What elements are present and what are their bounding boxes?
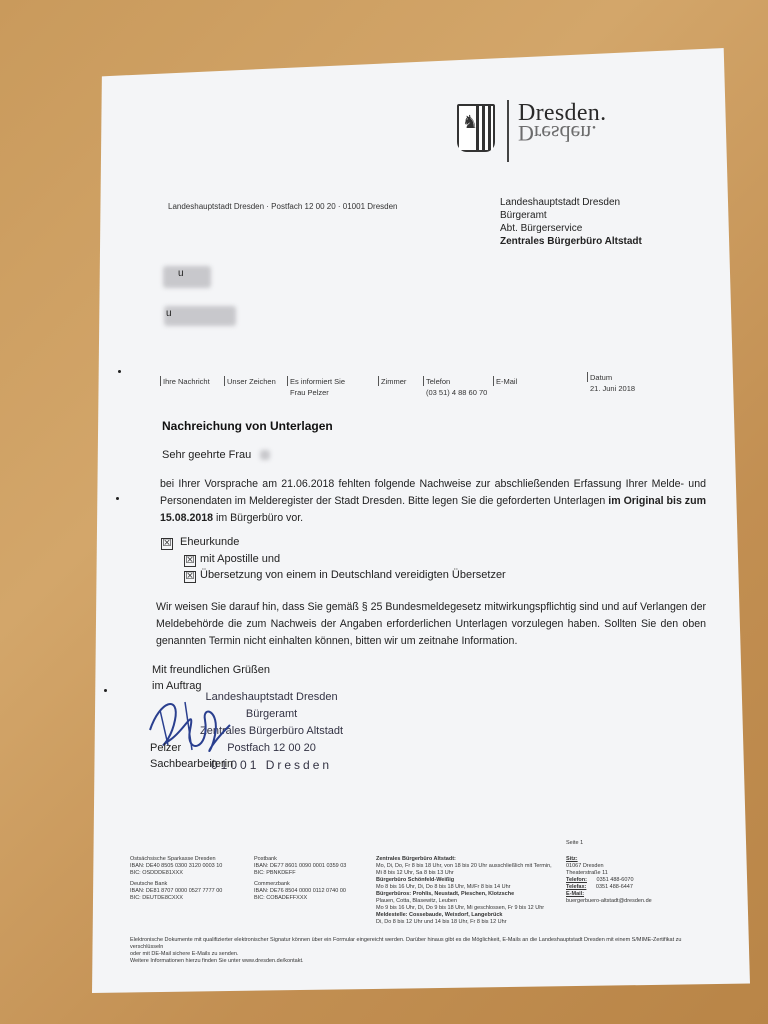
deadline-text: im Original bis zum 15.08.2018 bbox=[160, 495, 706, 524]
fold-mark bbox=[116, 497, 119, 500]
field-label: E-Mail bbox=[496, 377, 518, 386]
letter-subject: Nachreichung von Unterlagen bbox=[162, 419, 333, 433]
footer-text: oder mit DE-Mail sichere E-Mails zu senden. bbox=[130, 951, 239, 957]
field-separator bbox=[423, 376, 424, 386]
field-separator bbox=[287, 376, 288, 386]
footer-text: IBAN: DE81 8707 0000 0527 7777 00 bbox=[130, 888, 223, 894]
field-ihre-nachricht bbox=[163, 376, 210, 387]
footer-text: Elektronische Dokumente mit qualifizierter elektronischer Signatur können über ein Formular eingereicht werden. Darüber hinaus gibt es die Möglichkeit, E-Mails an die Landeshauptstadt Dresden mit einem S/MIME-Zertifikat zu verschlüsseln bbox=[130, 937, 682, 950]
redacted-name bbox=[260, 450, 270, 460]
checklist-item-3: Übersetzung von einem in Deutschland vereidigten Übersetzer bbox=[200, 569, 506, 581]
field-unser-zeichen bbox=[227, 376, 276, 387]
redacted-address-1 bbox=[163, 266, 211, 288]
footer-label: E-Mail: bbox=[566, 891, 585, 897]
footer-heading: Bürgerbüro Schönfeld-Weißig bbox=[376, 877, 455, 883]
footer-text: Commerzbank bbox=[254, 881, 290, 887]
footer-contact bbox=[566, 856, 652, 905]
checklist-item-1: Eheurkunde bbox=[180, 536, 240, 548]
field-separator bbox=[160, 376, 161, 386]
footer-text: Di, Do 8 bis 12 Uhr und 14 bis 18 Uhr, Fr 8 bis 12 Uhr bbox=[376, 919, 507, 925]
stamp-line: Landeshauptstadt Dresden bbox=[205, 691, 338, 703]
logo-divider bbox=[507, 100, 509, 162]
footer-text: 0351 488-6070 bbox=[596, 877, 634, 883]
salutation-text: Sehr geehrte Frau bbox=[162, 449, 252, 461]
footer-text: Mo 8 bis 16 Uhr, Di, Do 8 bis 18 Uhr, Mi/Fr 8 bis 14 Uhr bbox=[376, 884, 511, 890]
body-paragraph-2: Wir weisen Sie darauf hin, dass Sie gemäß § 25 Bundesmeldegesetz mitwirkungspflichtig sind und auf Verlangen der Meldebehörde die zum Nachweis der Angaben erforderlichen Unterlagen vorzulegen haben. Sollten Sie den oben genannten Termin nicht einhalten können, bitten wir um zeitnahe Information. bbox=[156, 601, 706, 647]
footer-banks-2 bbox=[254, 856, 346, 902]
signatory-title: Sachbearbeiterin bbox=[150, 758, 234, 770]
stamp-line: Postfach 12 00 20 bbox=[227, 742, 316, 754]
field-label: Unser Zeichen bbox=[227, 377, 276, 386]
office-line-3: Abt. Bürgerservice bbox=[500, 223, 583, 234]
address-fragment-1: u bbox=[178, 268, 184, 279]
sender-line: Landeshauptstadt Dresden · Postfach 12 00 20 · 01001 Dresden bbox=[168, 202, 398, 211]
footer-text: IBAN: DE40 8505 0300 3120 0003 10 bbox=[130, 863, 223, 869]
footer-text: Mo 9 bis 16 Uhr, Di, Do 9 bis 18 Uhr, Mi geschlossen, Fr 9 bis 12 Uhr bbox=[376, 905, 545, 911]
field-value: Frau Pelzer bbox=[290, 388, 329, 397]
footer-text: BIC: DEUTDE8CXXX bbox=[130, 895, 183, 901]
footer-text: IBAN: DE76 8504 0000 0112 0740 00 bbox=[254, 888, 346, 894]
office-line-1: Landeshauptstadt Dresden bbox=[500, 197, 621, 208]
address-fragment-2: u bbox=[166, 308, 172, 319]
field-label: Zimmer bbox=[381, 377, 407, 386]
footer-text: Postbank bbox=[254, 856, 277, 862]
field-zimmer bbox=[381, 376, 406, 387]
stamp-line: 01001 Dresden bbox=[211, 758, 333, 772]
footer-text: Ostsächsische Sparkasse Dresden bbox=[130, 856, 216, 862]
stamp-line: Bürgeramt bbox=[245, 708, 298, 720]
footer-text: 01067 Dresden bbox=[566, 863, 604, 869]
field-label: Es informiert Sie bbox=[290, 377, 346, 386]
footer-label: Telefax: bbox=[566, 884, 587, 890]
footer-text: Plauen, Cotta, Blasewitz, Leuben bbox=[376, 898, 458, 904]
redacted-address-2 bbox=[164, 306, 236, 326]
body-paragraph-1 bbox=[160, 476, 706, 527]
field-separator bbox=[587, 372, 588, 382]
fold-mark bbox=[104, 689, 107, 692]
field-label: Ihre Nachricht bbox=[163, 377, 210, 386]
body-text: im Bürgerbüro vor. bbox=[215, 512, 304, 524]
footer-text: BIC: PBNKDEFF bbox=[254, 870, 296, 876]
footer-text: Theaterstraße 11 bbox=[566, 870, 608, 876]
checkbox-uebersetzung: ☒ bbox=[185, 571, 195, 582]
footer-banks-1 bbox=[130, 856, 222, 902]
footer-text: IBAN: DE77 8601 0090 0001 0359 03 bbox=[254, 863, 347, 869]
field-email bbox=[496, 376, 517, 387]
field-separator bbox=[493, 376, 494, 386]
footer-text: buergerbuero-altstadt@dresden.de bbox=[566, 898, 652, 904]
checkbox-eheurkunde: ☒ bbox=[162, 538, 172, 549]
closing-line: im Auftrag bbox=[152, 680, 202, 692]
field-separator bbox=[224, 376, 225, 386]
office-block bbox=[500, 196, 642, 248]
footer-heading: Bürgerbüros: Prohlis, Neustadt, Pieschen, Klotzsche bbox=[376, 891, 515, 897]
footer-heading: Zentrales Bürgerbüro Altstadt: bbox=[376, 856, 456, 862]
field-es-informiert-sie bbox=[290, 376, 345, 398]
body-text: bei Ihrer Vorsprache am 21.06.2018 fehlten folgende Nachweise zur abschließenden Erfassung Ihrer Melde- und Personendaten im Melderegister der Stadt Dresden. Bitte legen Sie die geforderten Unterlagen bbox=[160, 478, 706, 507]
office-line-4: Zentrales Bürgerbüro Altstadt bbox=[500, 236, 642, 247]
footer-text: Weitere Informationen hierzu finden Sie unter www.dresden.de/kontakt. bbox=[130, 958, 304, 964]
signatory bbox=[150, 740, 233, 772]
page-number: Seite 1 bbox=[566, 840, 584, 846]
fold-mark bbox=[118, 370, 121, 373]
footer-notice bbox=[130, 937, 710, 965]
field-label: Datum bbox=[590, 373, 613, 382]
footer-heading: Sitz: bbox=[566, 856, 578, 862]
field-telefon bbox=[426, 376, 487, 398]
signatory-name: Pelzer bbox=[150, 742, 182, 754]
checkbox-apostille: ☒ bbox=[185, 555, 195, 566]
field-separator bbox=[378, 376, 379, 386]
footer-text: BIC: OSDDDE81XXX bbox=[130, 870, 183, 876]
field-label: Telefon bbox=[426, 377, 451, 386]
footer-label: Telefon: bbox=[566, 877, 587, 883]
salutation bbox=[162, 449, 270, 461]
footer-text: Mo, Di, Do, Fr 8 bis 18 Uhr, von 18 bis 20 Uhr ausschließlich mit Termin, bbox=[376, 863, 552, 869]
footer-text: Mi 8 bis 12 Uhr, Sa 8 bis 13 Uhr bbox=[376, 870, 454, 876]
footer-text: 0351 488-6447 bbox=[595, 884, 633, 890]
footer-text: BIC: COBADEFFXXX bbox=[254, 895, 308, 901]
closing-line: Mit freundlichen Grüßen bbox=[152, 664, 270, 676]
brand-name-mirrored: Dresden. bbox=[518, 121, 597, 146]
footer-text: Deutsche Bank bbox=[130, 881, 168, 887]
field-datum bbox=[590, 372, 635, 394]
footer-heading: Meldestelle: Cossebaude, Weixdorf, Langebrück bbox=[376, 912, 503, 918]
brand-name: Dresden. bbox=[518, 100, 607, 126]
field-value: (03 51) 4 88 60 70 bbox=[426, 388, 488, 397]
office-line-2: Bürgeramt bbox=[500, 210, 547, 221]
footer-opening-hours bbox=[376, 856, 552, 926]
checklist-item-2: mit Apostille und bbox=[200, 553, 281, 565]
dresden-coat-of-arms-icon: ♞ bbox=[457, 104, 495, 152]
field-value: 21. Juni 2018 bbox=[590, 384, 636, 393]
stamp-line: Zentrales Bürgerbüro Altstadt bbox=[200, 725, 344, 737]
